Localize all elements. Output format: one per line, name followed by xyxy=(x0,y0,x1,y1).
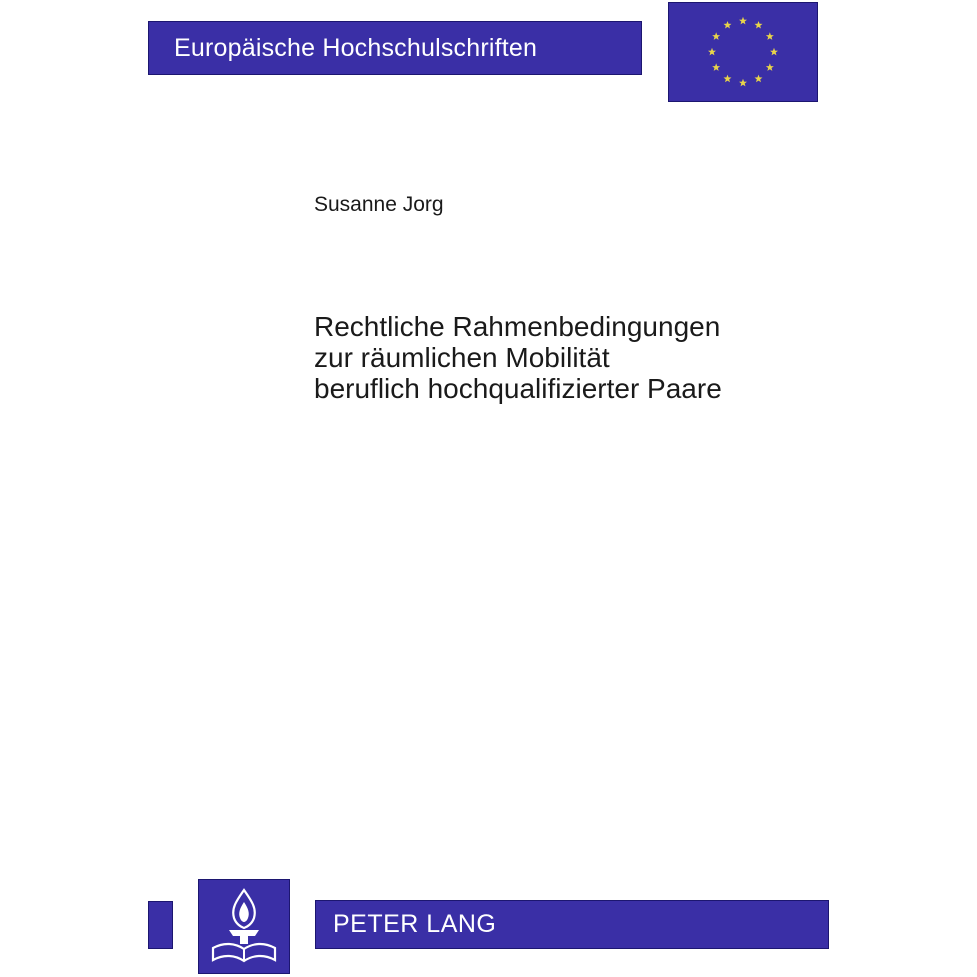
star-icon xyxy=(712,32,720,40)
star-icon xyxy=(739,17,747,25)
star-icon xyxy=(755,75,763,83)
star-icon xyxy=(712,63,720,71)
decorative-tab xyxy=(148,901,173,949)
star-icon xyxy=(755,21,763,29)
star-icon xyxy=(766,63,774,71)
title-line-1: Rechtliche Rahmenbedingungen xyxy=(314,311,721,342)
peter-lang-publisher-logo-icon xyxy=(198,879,290,974)
star-icon xyxy=(724,75,732,83)
title-line-3: beruflich hochqualifizierter Paare xyxy=(314,373,722,404)
publisher-name: PETER LANG xyxy=(333,910,497,938)
star-icon xyxy=(708,48,716,56)
star-icon xyxy=(770,48,778,56)
star-icon xyxy=(739,79,747,87)
series-banner xyxy=(148,21,642,75)
eu-stars-flag-icon xyxy=(668,2,818,102)
star-icon xyxy=(766,32,774,40)
publisher-banner xyxy=(315,900,829,949)
author-name: Susanne Jorg xyxy=(314,193,444,216)
book-title xyxy=(314,311,722,404)
series-title: Europäische Hochschulschriften xyxy=(174,33,538,62)
title-line-2: zur räumlichen Mobilität xyxy=(314,342,610,373)
star-icon xyxy=(724,21,732,29)
